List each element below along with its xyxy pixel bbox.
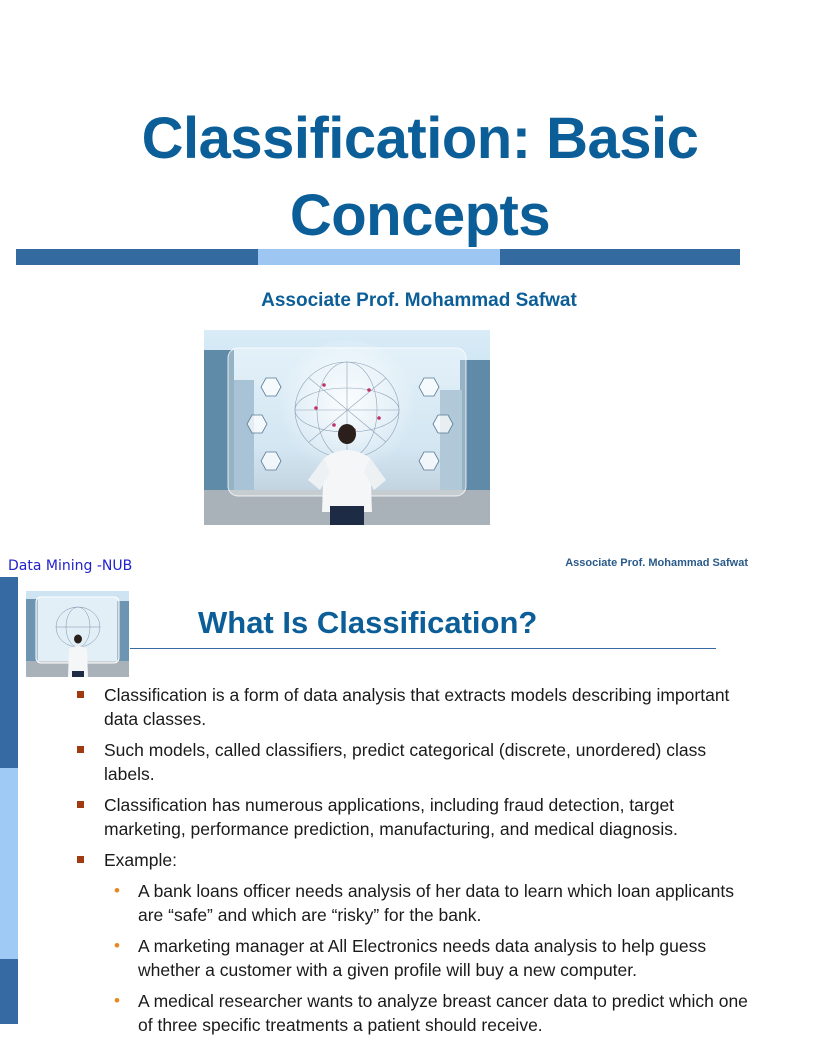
title-slide <box>0 0 768 556</box>
list-item <box>76 683 756 731</box>
data-network-illustration <box>204 330 490 525</box>
sub-list-item <box>104 934 756 982</box>
sub-bullet-text: A medical researcher wants to analyze breast cancer data to predict which one of three specific treatments a patient should receive. <box>138 991 748 1035</box>
square-bullet-icon <box>77 746 84 753</box>
hero-image <box>204 330 490 525</box>
sub-list-item <box>104 989 756 1037</box>
footer-author: Associate Prof. Mohammad Safwat <box>565 557 748 569</box>
sidebar-band-top <box>0 577 18 768</box>
dot-bullet-icon: • <box>114 936 120 955</box>
sidebar-band-bottom <box>0 959 18 1024</box>
title-band-right <box>500 249 740 265</box>
dot-bullet-icon: • <box>114 881 120 900</box>
sub-bullet-text: A bank loans officer needs analysis of her data to learn which loan applicants are “safe” and which are “risky” for the bank. <box>138 881 735 925</box>
sidebar-band-middle <box>0 768 18 959</box>
square-bullet-icon <box>77 856 84 863</box>
square-bullet-icon <box>77 801 84 808</box>
author-name: Associate Prof. Mohammad Safwat <box>261 290 577 311</box>
dot-bullet-icon: • <box>114 991 120 1010</box>
list-item <box>76 848 756 1037</box>
bullet-text: Example: <box>104 850 177 870</box>
list-item <box>76 738 756 786</box>
bullet-text: Classification has numerous applications, including fraud detection, target marketing, performance prediction, manufacturing, and medical diagnosis. <box>104 795 678 839</box>
bullet-text: Such models, called classifiers, predict categorical (discrete, unordered) class labels. <box>104 740 707 784</box>
slide-title: What Is Classification? <box>198 605 538 640</box>
content-slide <box>0 577 768 1035</box>
sub-list-item <box>104 879 756 927</box>
slide-title <box>0 100 840 254</box>
thumbnail-image <box>26 591 129 677</box>
data-network-thumbnail <box>26 591 129 677</box>
footer-course-label: Data Mining -NUB <box>8 558 133 574</box>
title-underline <box>130 648 716 649</box>
list-item <box>76 793 756 841</box>
title-line-2: Concepts <box>289 183 551 248</box>
sub-bullet-text: A marketing manager at All Electronics needs data analysis to help guess whether a customer with a given profile will buy a new computer. <box>138 936 707 980</box>
sub-bullet-list <box>104 879 756 1037</box>
title-band-left <box>16 249 258 265</box>
title-line-1: Classification: Basic <box>141 106 699 171</box>
bullet-text: Classification is a form of data analysis that extracts models describing important data classes. <box>104 685 730 729</box>
bullet-list <box>76 683 756 1044</box>
title-band-middle <box>258 249 500 265</box>
square-bullet-icon <box>77 691 84 698</box>
